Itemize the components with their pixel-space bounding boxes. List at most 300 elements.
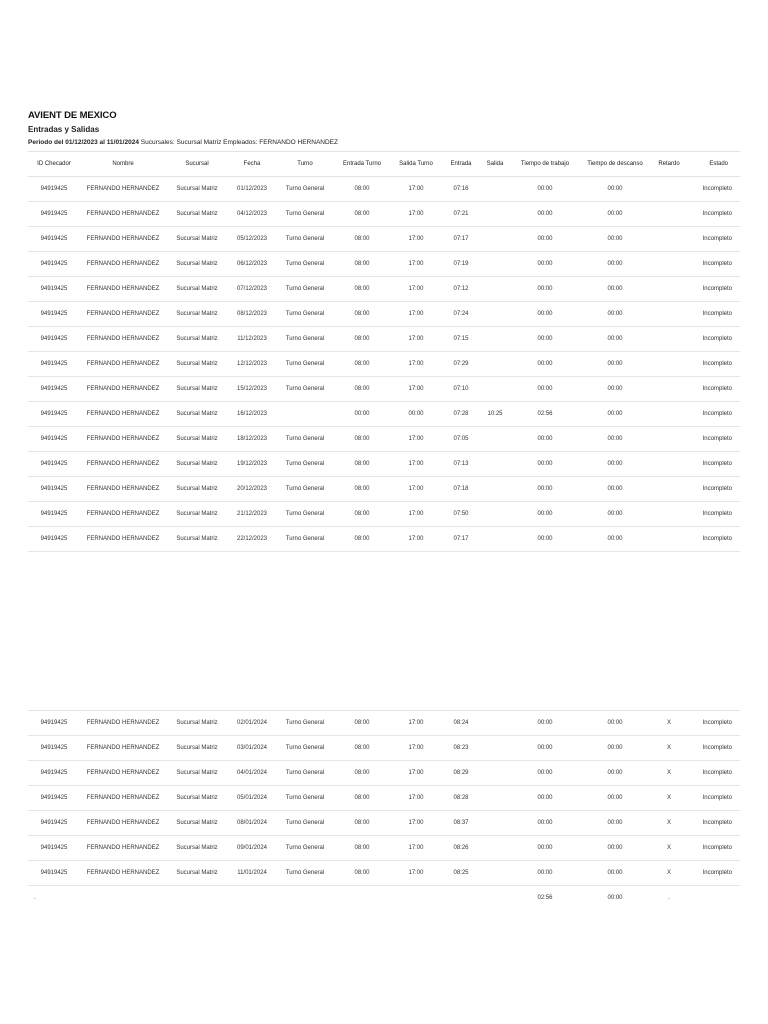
table-cell: 00:00 xyxy=(510,861,580,886)
table-cell: Sucursal Matriz xyxy=(166,327,228,352)
table-cell: FERNANDO HERNANDEZ xyxy=(80,202,166,227)
table-cell: X xyxy=(650,786,688,811)
table-row xyxy=(28,202,740,227)
table-cell: Turno General xyxy=(276,252,334,277)
table-cell: FERNANDO HERNANDEZ xyxy=(80,736,166,761)
table-row xyxy=(28,711,740,736)
table-cell xyxy=(480,736,510,761)
table-cell xyxy=(650,352,688,377)
table-cell: 00:00 xyxy=(580,402,650,427)
table-cell: 08:29 xyxy=(442,761,480,786)
table-cell: 08:00 xyxy=(334,861,390,886)
table-cell: FERNANDO HERNANDEZ xyxy=(80,452,166,477)
table-cell: 00:00 xyxy=(580,711,650,736)
table-cell: 07:28 xyxy=(442,402,480,427)
table-cell: 08:37 xyxy=(442,811,480,836)
table-cell: 08:00 xyxy=(334,502,390,527)
table-cell: 94919425 xyxy=(28,861,80,886)
table-cell: 00:00 xyxy=(510,711,580,736)
table-cell: Sucursal Matriz xyxy=(166,861,228,886)
table-cell: 08:00 xyxy=(334,786,390,811)
table-cell: 00:00 xyxy=(580,227,650,252)
table-cell: FERNANDO HERNANDEZ xyxy=(80,277,166,302)
table-cell: 00:00 xyxy=(510,452,580,477)
table-cell: Turno General xyxy=(276,736,334,761)
table-cell: FERNANDO HERNANDEZ xyxy=(80,302,166,327)
table-cell: 00:00 xyxy=(580,377,650,402)
table-cell: Sucursal Matriz xyxy=(166,502,228,527)
table-cell: FERNANDO HERNANDEZ xyxy=(80,761,166,786)
column-header: Tiempo de trabajo xyxy=(510,152,580,177)
company-name: AVIENT DE MEXICO xyxy=(28,110,117,121)
table-cell: 00:00 xyxy=(510,177,580,202)
table-cell: 18/12/2023 xyxy=(228,427,276,452)
table-cell xyxy=(276,402,334,427)
table-cell: Incompleto xyxy=(688,402,740,427)
table-cell: 00:00 xyxy=(510,836,580,861)
table-cell: 19/12/2023 xyxy=(228,452,276,477)
table-cell: 03/01/2024 xyxy=(228,736,276,761)
table-cell xyxy=(480,252,510,277)
table-cell: 09/01/2024 xyxy=(228,836,276,861)
table-cell: 10:25 xyxy=(480,402,510,427)
table-cell: Sucursal Matriz xyxy=(166,302,228,327)
table-cell xyxy=(480,811,510,836)
table-cell: 00:00 xyxy=(580,302,650,327)
table-cell: 17:00 xyxy=(390,502,442,527)
period-filters: Sucursales: Sucursal Matriz Empleados: FERNANDO HERNANDEZ xyxy=(138,139,338,146)
table-cell: 08:00 xyxy=(334,811,390,836)
table-cell: 21/12/2023 xyxy=(228,502,276,527)
table-cell: 00:00 xyxy=(580,427,650,452)
table-cell: 17:00 xyxy=(390,277,442,302)
column-header: Tiempo de descanso xyxy=(580,152,650,177)
table-cell xyxy=(480,352,510,377)
table-cell: Turno General xyxy=(276,477,334,502)
table-cell: 00:00 xyxy=(580,477,650,502)
table-row xyxy=(28,452,740,477)
table-cell: Incompleto xyxy=(688,177,740,202)
table-cell: Sucursal Matriz xyxy=(166,761,228,786)
table-cell: FERNANDO HERNANDEZ xyxy=(80,227,166,252)
table-cell: 04/01/2024 xyxy=(228,761,276,786)
table-cell xyxy=(650,452,688,477)
table-cell: Turno General xyxy=(276,811,334,836)
table-cell: 00:00 xyxy=(510,327,580,352)
table-cell: 00:00 xyxy=(580,202,650,227)
table-row xyxy=(28,227,740,252)
table-cell: 17:00 xyxy=(390,527,442,552)
table-cell: FERNANDO HERNANDEZ xyxy=(80,427,166,452)
table-cell: 17:00 xyxy=(390,352,442,377)
table-row xyxy=(28,402,740,427)
table-cell: 00:00 xyxy=(334,402,390,427)
table-cell: Incompleto xyxy=(688,477,740,502)
table-cell: 08:00 xyxy=(334,277,390,302)
table-cell: 94919425 xyxy=(28,402,80,427)
table-cell: 07:12 xyxy=(442,277,480,302)
table-cell: Incompleto xyxy=(688,786,740,811)
table-cell xyxy=(650,202,688,227)
table-row xyxy=(28,861,740,886)
table-cell: Sucursal Matriz xyxy=(166,786,228,811)
table-cell xyxy=(650,252,688,277)
table-cell: Turno General xyxy=(276,527,334,552)
table-cell: Sucursal Matriz xyxy=(166,277,228,302)
table-cell xyxy=(480,277,510,302)
table-cell: Incompleto xyxy=(688,202,740,227)
table-cell: Turno General xyxy=(276,711,334,736)
table-cell: 08:00 xyxy=(334,711,390,736)
table-cell: 17:00 xyxy=(390,327,442,352)
table-cell: 00:00 xyxy=(580,352,650,377)
table-cell: 00:00 xyxy=(580,277,650,302)
table-cell: 02:56 xyxy=(510,402,580,427)
table-cell: Turno General xyxy=(276,302,334,327)
table-cell: 00:00 xyxy=(510,252,580,277)
column-header: Salida xyxy=(480,152,510,177)
table-cell: Sucursal Matriz xyxy=(166,736,228,761)
table-cell: 08:00 xyxy=(334,761,390,786)
table-cell: 00:00 xyxy=(510,352,580,377)
column-header: Turno xyxy=(276,152,334,177)
table-cell: 00:00 xyxy=(510,227,580,252)
table-cell: 94919425 xyxy=(28,786,80,811)
table-cell: Incompleto xyxy=(688,277,740,302)
table-cell: X xyxy=(650,861,688,886)
table-cell: 00:00 xyxy=(580,861,650,886)
table-cell xyxy=(650,277,688,302)
table-cell xyxy=(650,502,688,527)
table-cell: 17:00 xyxy=(390,227,442,252)
table-cell: X xyxy=(650,761,688,786)
table-cell: Sucursal Matriz xyxy=(166,227,228,252)
table-cell: FERNANDO HERNANDEZ xyxy=(80,252,166,277)
table-cell: 94919425 xyxy=(28,377,80,402)
table-cell: Turno General xyxy=(276,836,334,861)
report-subtitle: Entradas y Salidas xyxy=(28,125,100,134)
table-cell: 01/12/2023 xyxy=(228,177,276,202)
table-cell: X xyxy=(650,811,688,836)
table-cell: 08:00 xyxy=(334,836,390,861)
table-cell xyxy=(650,302,688,327)
table-cell: Incompleto xyxy=(688,761,740,786)
table-cell: 00:00 xyxy=(510,302,580,327)
table-cell xyxy=(480,302,510,327)
table-cell: 00:00 xyxy=(580,177,650,202)
table-cell xyxy=(480,836,510,861)
table-cell: Incompleto xyxy=(688,736,740,761)
table-cell xyxy=(480,452,510,477)
table-cell: Incompleto xyxy=(688,227,740,252)
column-header: Entrada Turno xyxy=(334,152,390,177)
table-row xyxy=(28,177,740,202)
table-row xyxy=(28,277,740,302)
table-cell: 07:29 xyxy=(442,352,480,377)
table-body-continued xyxy=(28,711,740,886)
table-cell: 07:15 xyxy=(442,327,480,352)
table-cell: 17:00 xyxy=(390,811,442,836)
table-cell: 00:00 xyxy=(510,786,580,811)
column-header: Estado xyxy=(688,152,740,177)
table-cell: 07:19 xyxy=(442,252,480,277)
table-cell: FERNANDO HERNANDEZ xyxy=(80,711,166,736)
table-cell: 08:25 xyxy=(442,861,480,886)
table-cell: Sucursal Matriz xyxy=(166,252,228,277)
table-cell: 00:00 xyxy=(580,252,650,277)
column-header: Entrada xyxy=(442,152,480,177)
table-cell: FERNANDO HERNANDEZ xyxy=(80,177,166,202)
total-tiempo-descanso: 00:00 xyxy=(607,895,623,901)
table-cell: 02/01/2024 xyxy=(228,711,276,736)
table-cell: 11/12/2023 xyxy=(228,327,276,352)
table-cell: 08:00 xyxy=(334,427,390,452)
column-header: Fecha xyxy=(228,152,276,177)
table-cell xyxy=(650,227,688,252)
table-cell: 22/12/2023 xyxy=(228,527,276,552)
table-cell xyxy=(650,327,688,352)
table-cell: 08:23 xyxy=(442,736,480,761)
table-cell: 05/12/2023 xyxy=(228,227,276,252)
table-row xyxy=(28,736,740,761)
table-cell: 07:13 xyxy=(442,452,480,477)
table-cell: Sucursal Matriz xyxy=(166,352,228,377)
table-cell xyxy=(650,527,688,552)
table-cell: 94919425 xyxy=(28,711,80,736)
table-cell: 17:00 xyxy=(390,477,442,502)
table-cell xyxy=(650,177,688,202)
table-cell: Sucursal Matriz xyxy=(166,427,228,452)
table-cell: 08:00 xyxy=(334,302,390,327)
table-cell: 00:00 xyxy=(510,427,580,452)
report-period xyxy=(28,139,740,146)
table-cell: 00:00 xyxy=(510,277,580,302)
table-cell: 20/12/2023 xyxy=(228,477,276,502)
table-cell: Sucursal Matriz xyxy=(166,836,228,861)
table-cell: Sucursal Matriz xyxy=(166,202,228,227)
table-cell: 94919425 xyxy=(28,252,80,277)
table-cell: 08:28 xyxy=(442,786,480,811)
table-cell: 94919425 xyxy=(28,227,80,252)
table-cell: FERNANDO HERNANDEZ xyxy=(80,327,166,352)
table-cell: 07:17 xyxy=(442,227,480,252)
table-cell xyxy=(650,427,688,452)
table-cell: 00:00 xyxy=(510,527,580,552)
table-cell: 00:00 xyxy=(510,202,580,227)
table-cell: 06/12/2023 xyxy=(228,252,276,277)
table-cell: 11/01/2024 xyxy=(228,861,276,886)
table-cell: FERNANDO HERNANDEZ xyxy=(80,402,166,427)
table-row xyxy=(28,302,740,327)
table-cell: 07:24 xyxy=(442,302,480,327)
table-cell: 07:16 xyxy=(442,177,480,202)
table-cell xyxy=(480,227,510,252)
table-cell: Incompleto xyxy=(688,861,740,886)
table-cell: 12/12/2023 xyxy=(228,352,276,377)
table-cell: 94919425 xyxy=(28,327,80,352)
table-cell: 08:00 xyxy=(334,227,390,252)
table-cell: 00:00 xyxy=(580,736,650,761)
table-cell: 17:00 xyxy=(390,861,442,886)
table-cell xyxy=(480,786,510,811)
table-cell: 08:00 xyxy=(334,527,390,552)
table-header-row xyxy=(28,152,740,177)
table-cell: 17:00 xyxy=(390,202,442,227)
period-range: Periodo del 01/12/2023 al 11/01/2024 xyxy=(28,139,139,146)
table-cell: Turno General xyxy=(276,452,334,477)
table-cell xyxy=(480,427,510,452)
table-cell: Incompleto xyxy=(688,811,740,836)
table-cell: 08:00 xyxy=(334,352,390,377)
table-row xyxy=(28,427,740,452)
table-cell xyxy=(480,477,510,502)
table-row xyxy=(28,252,740,277)
table-cell: Sucursal Matriz xyxy=(166,377,228,402)
table-cell: Turno General xyxy=(276,352,334,377)
table-cell: 17:00 xyxy=(390,177,442,202)
table-cell: Incompleto xyxy=(688,836,740,861)
table-cell: 00:00 xyxy=(580,502,650,527)
table-cell: 07:17 xyxy=(442,527,480,552)
table-cell: X xyxy=(650,736,688,761)
totals-retardo-mark: . xyxy=(668,895,670,901)
report-page-1 xyxy=(28,110,740,552)
table-cell: 94919425 xyxy=(28,836,80,861)
table-cell: 15/12/2023 xyxy=(228,377,276,402)
table-cell: Sucursal Matriz xyxy=(166,177,228,202)
table-cell: 17:00 xyxy=(390,427,442,452)
table-cell: Incompleto xyxy=(688,427,740,452)
table-cell: 94919425 xyxy=(28,477,80,502)
table-cell: 17:00 xyxy=(390,736,442,761)
table-cell: 00:00 xyxy=(510,502,580,527)
table-cell: 00:00 xyxy=(580,327,650,352)
table-cell: Sucursal Matriz xyxy=(166,477,228,502)
table-cell: FERNANDO HERNANDEZ xyxy=(80,527,166,552)
table-cell xyxy=(480,177,510,202)
table-cell: 00:00 xyxy=(510,736,580,761)
table-cell: Sucursal Matriz xyxy=(166,452,228,477)
attendance-table-continued xyxy=(28,710,740,910)
table-cell: Turno General xyxy=(276,277,334,302)
table-cell: 17:00 xyxy=(390,377,442,402)
column-header: Nombre xyxy=(80,152,166,177)
totals-row xyxy=(28,886,740,911)
table-cell: 07:50 xyxy=(442,502,480,527)
table-cell xyxy=(480,202,510,227)
table-cell: Incompleto xyxy=(688,502,740,527)
table-cell: Turno General xyxy=(276,227,334,252)
table-cell xyxy=(480,861,510,886)
table-body xyxy=(28,177,740,552)
table-cell: 00:00 xyxy=(580,452,650,477)
table-cell: 08:00 xyxy=(334,202,390,227)
table-cell: 07/12/2023 xyxy=(228,277,276,302)
table-cell: 94919425 xyxy=(28,527,80,552)
table-cell: 00:00 xyxy=(580,786,650,811)
table-cell: FERNANDO HERNANDEZ xyxy=(80,352,166,377)
table-cell: Turno General xyxy=(276,786,334,811)
table-row xyxy=(28,761,740,786)
table-cell: FERNANDO HERNANDEZ xyxy=(80,836,166,861)
report-page-2 xyxy=(28,710,740,910)
table-cell: 94919425 xyxy=(28,202,80,227)
table-cell: 94919425 xyxy=(28,761,80,786)
table-cell: 94919425 xyxy=(28,277,80,302)
table-cell: 00:00 xyxy=(580,527,650,552)
table-cell: Sucursal Matriz xyxy=(166,527,228,552)
column-header: Sucursal xyxy=(166,152,228,177)
column-header: ID Checador xyxy=(28,152,80,177)
table-cell: 17:00 xyxy=(390,711,442,736)
table-cell: 08:00 xyxy=(334,736,390,761)
table-cell: Incompleto xyxy=(688,527,740,552)
table-cell: 00:00 xyxy=(580,811,650,836)
table-cell: 08:00 xyxy=(334,177,390,202)
table-cell: 94919425 xyxy=(28,427,80,452)
table-cell: FERNANDO HERNANDEZ xyxy=(80,502,166,527)
table-cell: 00:00 xyxy=(510,811,580,836)
table-cell: Incompleto xyxy=(688,452,740,477)
table-cell: Turno General xyxy=(276,202,334,227)
table-cell: 00:00 xyxy=(390,402,442,427)
table-cell: 17:00 xyxy=(390,452,442,477)
table-cell: Incompleto xyxy=(688,302,740,327)
table-cell: 08/12/2023 xyxy=(228,302,276,327)
table-cell: 07:18 xyxy=(442,477,480,502)
table-cell: 94919425 xyxy=(28,302,80,327)
table-cell: 17:00 xyxy=(390,252,442,277)
table-cell: Turno General xyxy=(276,177,334,202)
table-cell: FERNANDO HERNANDEZ xyxy=(80,861,166,886)
column-header: Retardo xyxy=(650,152,688,177)
table-cell xyxy=(480,711,510,736)
table-cell xyxy=(650,402,688,427)
table-cell: Turno General xyxy=(276,377,334,402)
table-cell: 94919425 xyxy=(28,736,80,761)
table-cell: 08/01/2024 xyxy=(228,811,276,836)
table-cell: 94919425 xyxy=(28,352,80,377)
table-cell: 08:00 xyxy=(334,252,390,277)
table-row xyxy=(28,811,740,836)
table-cell: 17:00 xyxy=(390,761,442,786)
table-cell: 94919425 xyxy=(28,811,80,836)
table-cell: 05/01/2024 xyxy=(228,786,276,811)
table-cell: 00:00 xyxy=(510,477,580,502)
table-row xyxy=(28,836,740,861)
table-cell: Sucursal Matriz xyxy=(166,811,228,836)
table-row xyxy=(28,327,740,352)
totals-lead-mark: . xyxy=(34,895,36,901)
table-cell: 00:00 xyxy=(580,836,650,861)
table-cell: 08:00 xyxy=(334,477,390,502)
table-cell: 00:00 xyxy=(510,377,580,402)
table-cell: Turno General xyxy=(276,761,334,786)
table-cell: X xyxy=(650,711,688,736)
table-cell: 07:21 xyxy=(442,202,480,227)
table-cell: Turno General xyxy=(276,861,334,886)
table-cell: 17:00 xyxy=(390,786,442,811)
table-cell: 04/12/2023 xyxy=(228,202,276,227)
table-cell: 17:00 xyxy=(390,836,442,861)
table-cell: 08:00 xyxy=(334,452,390,477)
table-cell: 17:00 xyxy=(390,302,442,327)
column-header: Salida Turno xyxy=(390,152,442,177)
table-cell: FERNANDO HERNANDEZ xyxy=(80,786,166,811)
table-cell xyxy=(480,502,510,527)
table-cell: Incompleto xyxy=(688,711,740,736)
total-tiempo-trabajo: 02:56 xyxy=(537,895,553,901)
